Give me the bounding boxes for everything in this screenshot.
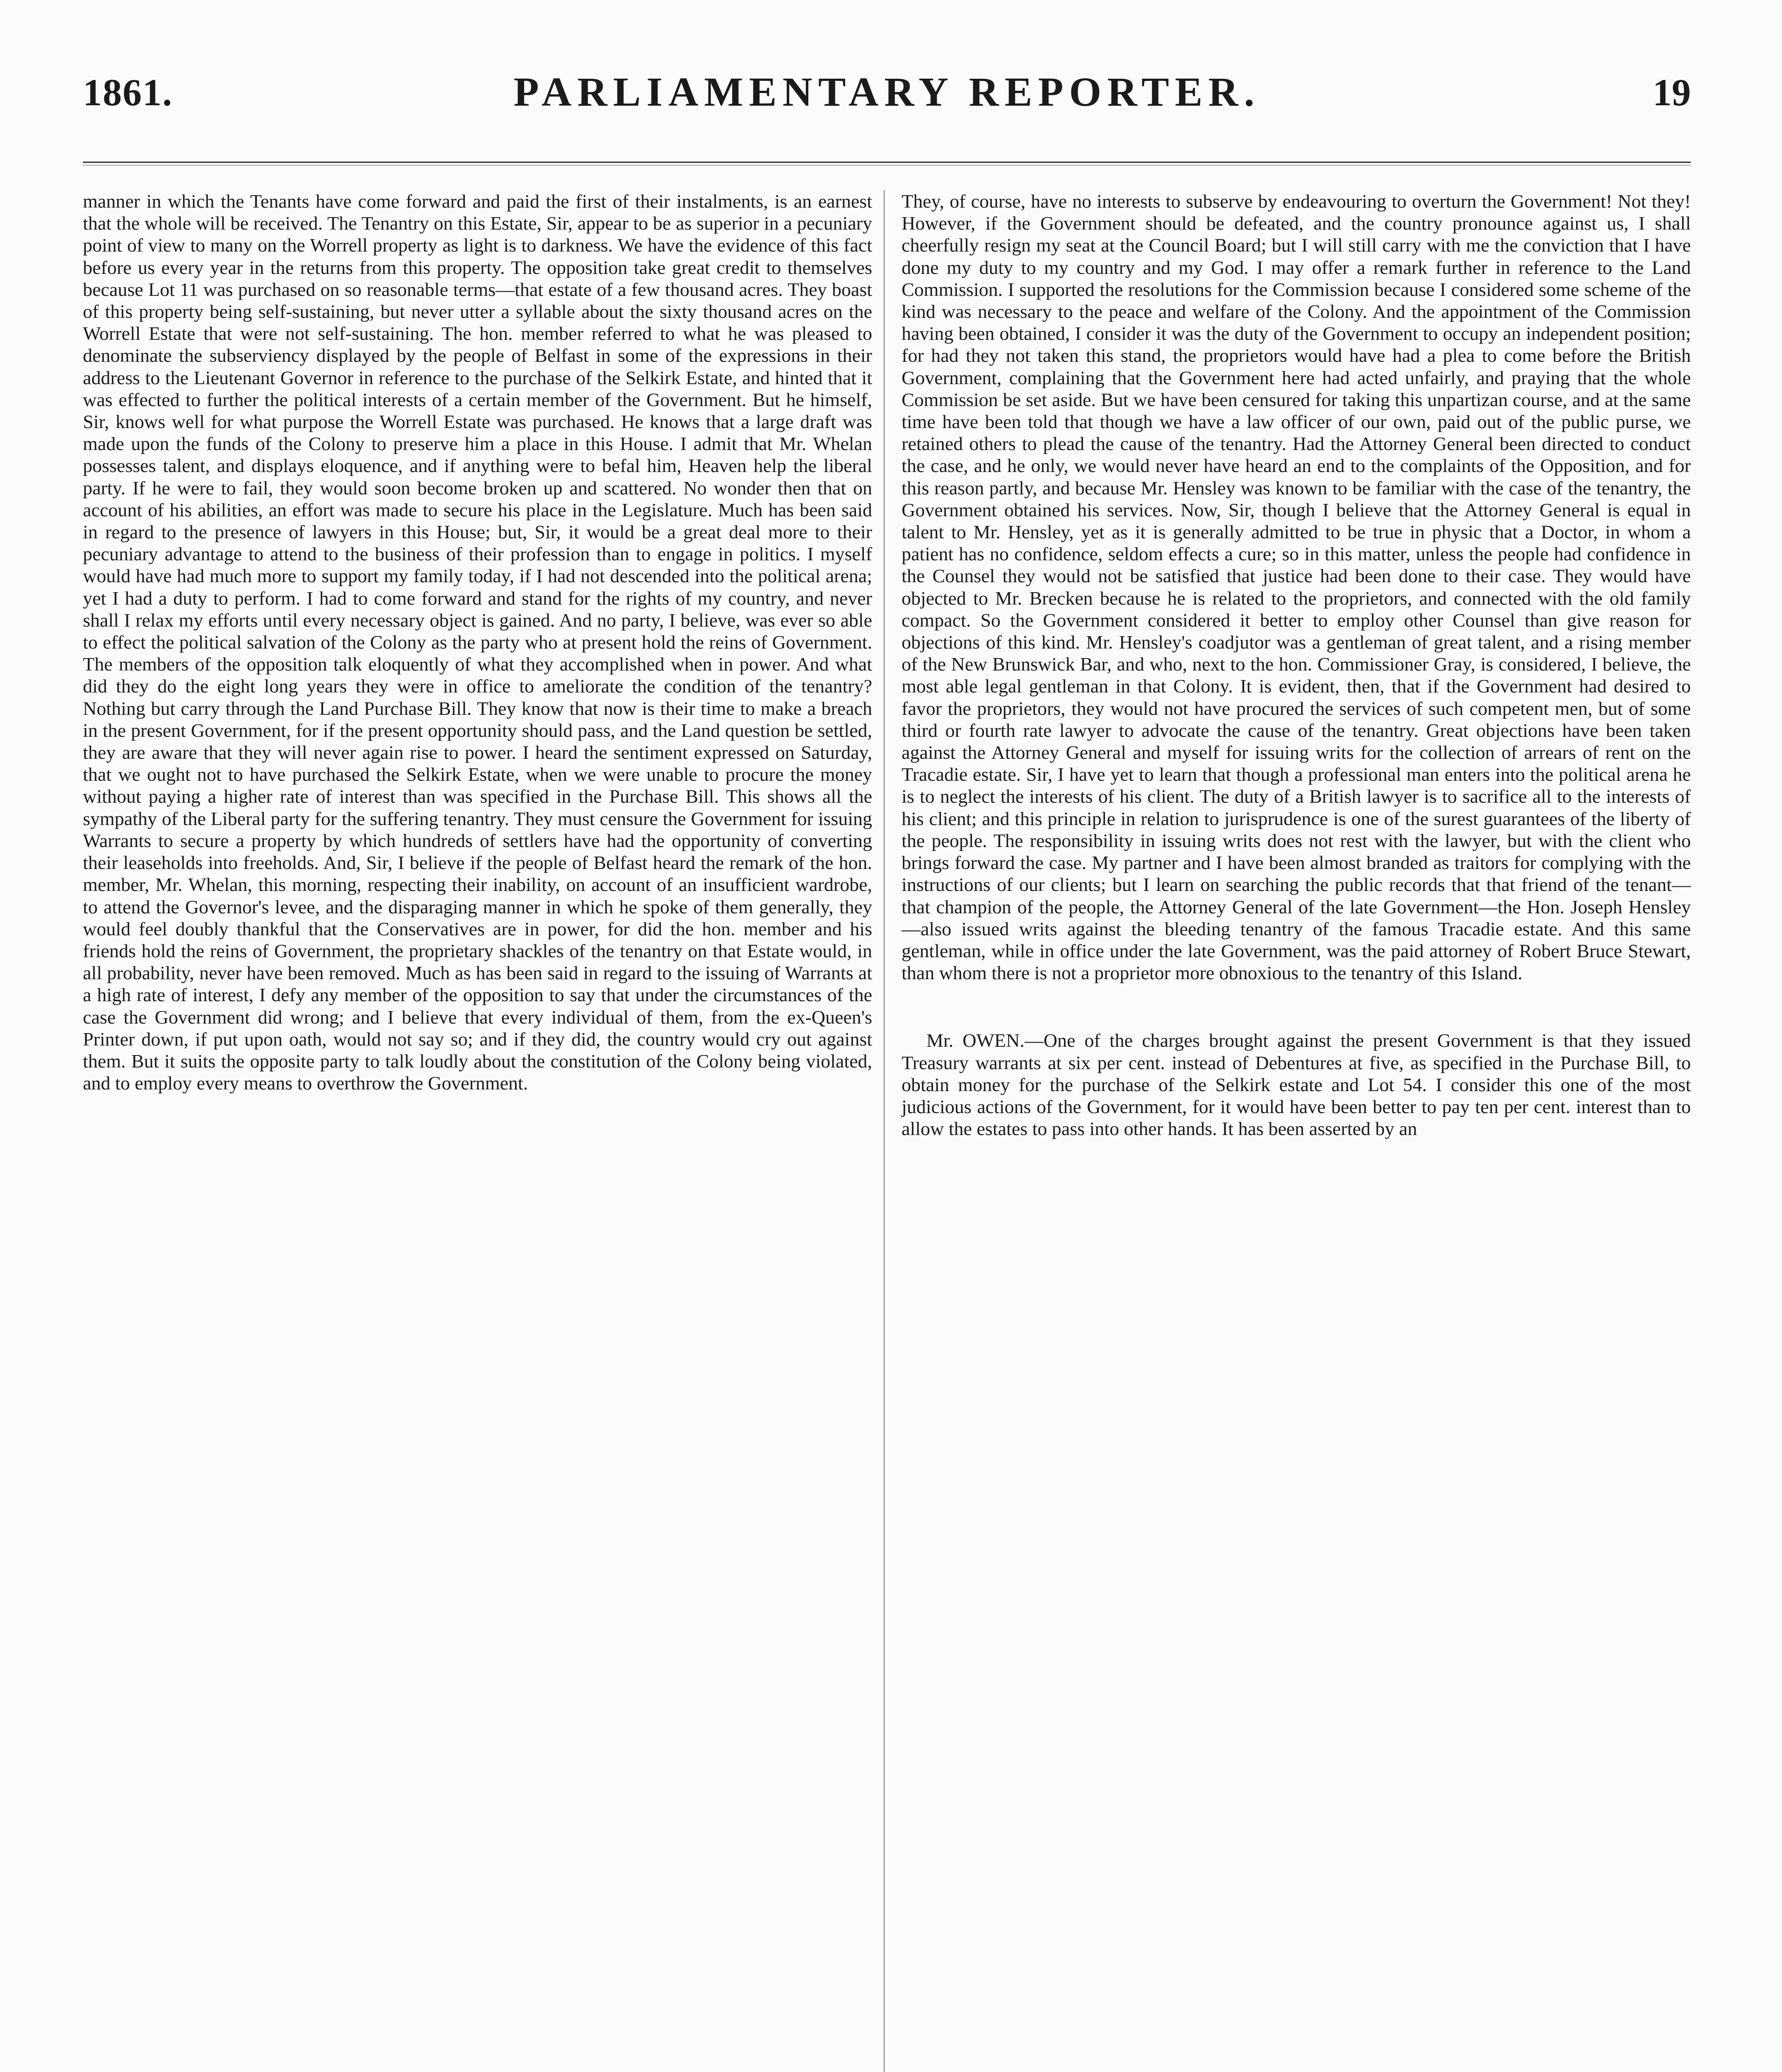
header-year: 1861. xyxy=(83,71,173,114)
right-paragraph-2: Mr. OWEN.—One of the charges brought against the present Government is that they issued Treasury warrants at six per cent. instead of Debentures at five, as specified in the Purchase Bill, to obtain money for the purchase of the Selkirk estate and Lot 54. I consider this one of the most judicious actions of the Government, for it would have been better to pay ten per cent. interest than to allow the estates to pass into other hands. It has been asserted by an xyxy=(902,1030,1691,1140)
paragraph-gap xyxy=(902,984,1691,1029)
text-columns xyxy=(83,190,1691,1140)
header-rule xyxy=(83,162,1691,165)
right-column xyxy=(902,190,1691,1140)
right-paragraph-1: They, of course, have no interests to subserve by endeavouring to overturn the Government! Not they! However, if the Government should be defeated, and the country pronounce against us, I shall cheerfully resign my seat at the Council Board; but I will still carry with me the conviction that I have done my duty to my country and my God. I may offer a remark further in reference to the Land Commission. I supported the resolutions for the Commission because I considered some scheme of the kind was necessary to the peace and welfare of the Colony. And the appointment of the Commission having been obtained, I consider it was the duty of the Government to occupy an independent position; for had they not taken this stand, the proprietors would have had a plea to come before the British Government, complaining that the Government here had acted unfairly, and praying that the whole Commission be set aside. But we have been censured for taking this unpartizan course, and at the same time have been told that though we have a law officer of our own, paid out of the public purse, we retained others to plead the cause of the tenantry. Had the Attorney General been directed to conduct the case, and he only, we would never have heard an end to the complaints of the Opposition, and for this reason partly, and because Mr. Hensley was known to be familiar with the case of the tenantry, the Government obtained his services. Now, Sir, though I believe that the Attorney General is equal in talent to Mr. Hensley, yet as it is generally admitted to be true in physic that a Doctor, in whom a patient has no confidence, seldom effects a cure; so in this matter, unless the people had confidence in the Counsel they would not be satisfied that justice had been done to their case. They would have objected to Mr. Brecken because he is related to the proprietors, and connected with the old family compact. So the Government considered it better to employ other Counsel than give reason for objections of this kind. Mr. Hensley's coadjutor was a gentleman of great talent, and a rising member of the New Brunswick Bar, and who, next to the hon. Commissioner Gray, is considered, I believe, the most able legal gentleman in that Colony. It is evident, then, that if the Government had desired to favor the proprietors, they would not have procured the services of such competent men, but of some third or fourth rate lawyer to advocate the cause of the tenantry. Great objections have been taken against the Attorney General and myself for issuing writs for the collection of arrears of rent on the Tracadie estate. Sir, I have yet to learn that though a professional man enters into the political arena he is to neglect the interests of his client. The duty of a British lawyer is to sacrifice all to the interests of his client; and this principle in relation to jurisprudence is one of the surest guarantees of the liberty of the people. The responsibility in issuing writs does not rest with the lawyer, but with the client who brings forward the case. My partner and I have been almost branded as traitors for complying with the instructions of our clients; but I learn on searching the public records that that friend of the tenant—that champion of the people, the Attorney General of the late Government—the Hon. Joseph Hensley—also issued writs against the bleeding tenantry of the famous Tracadie estate. And this same gentleman, while in office under the late Government, was the paid attorney of Robert Bruce Stewart, than whom there is not a proprietor more obnoxious to the tenantry of this Island. xyxy=(902,191,1691,984)
column-divider xyxy=(884,190,885,2072)
left-column xyxy=(83,190,872,1140)
page-number: 19 xyxy=(1653,71,1691,114)
publication-title: PARLIAMENTARY REPORTER. xyxy=(513,69,1260,115)
left-paragraph-1: manner in which the Tenants have come forward and paid the first of their instalments, is an earnest that the whole will be received. The Tenantry on this Estate, Sir, appear to be as superior in a pecuniary point of view to many on the Worrell property as light is to darkness. We have the evidence of this fact before us every year in the returns from this property. The opposition take great credit to themselves because Lot 11 was purchased on so reasonable terms—that estate of a few thousand acres. They boast of this property being self-sustaining, but never utter a syllable about the sixty thousand acres on the Worrell Estate that were not self-sustaining. The hon. member referred to what he was pleased to denominate the subserviency displayed by the people of Belfast in some of the expressions in their address to the Lieutenant Governor in reference to the purchase of the Selkirk Estate, and hinted that it was effected to further the political interests of a certain member of the Government. But he himself, Sir, knows well for what purpose the Worrell Estate was purchased. He knows that a large draft was made upon the funds of the Colony to preserve him a place in this House. I admit that Mr. Whelan possesses talent, and displays eloquence, and if anything were to befal him, Heaven help the liberal party. If he were to fail, they would soon become broken up and scattered. No wonder then that on account of his abilities, an effort was made to secure his place in the Legislature. Much has been said in regard to the presence of lawyers in this House; but, Sir, it would be a great deal more to their pecuniary advantage to attend to the business of their profession than to engage in politics. I myself would have had much more to support my family today, if I had not descended into the political arena; yet I had a duty to perform. I had to come forward and stand for the rights of my country, and never shall I relax my efforts until every necessary object is gained. And no party, I believe, was ever so able to effect the political salvation of the Colony as the party who at present hold the reins of Government. The members of the opposition talk eloquently of what they accomplished when in power. And what did they do the eight long years they were in office to ameliorate the condition of the tenantry? Nothing but carry through the Land Purchase Bill. They know that now is their time to make a breach in the present Government, for if the present opportunity should pass, and the Land question be settled, they are aware that they will never again rise to power. I heard the sentiment expressed on Saturday, that we ought not to have purchased the Selkirk Estate, when we were unable to procure the money without paying a higher rate of interest than was specified in the Purchase Bill. This shows all the sympathy of the Liberal party for the suffering tenantry. They must censure the Government for issuing Warrants to secure a property by which hundreds of settlers have had the opportunity of converting their leaseholds into freeholds. And, Sir, I believe if the people of Belfast heard the remark of the hon. member, Mr. Whelan, this morning, respecting their inability, on account of an insufficient wardrobe, to attend the Governor's levee, and the disparaging manner in which he spoke of them generally, they would feel doubly thankful that the Conservatives are in power, for did the hon. member and his friends hold the reins of Government, the proprietary shackles of the tenantry on that Estate would, in all probability, never have been removed. Much as has been said in regard to the issuing of Warrants at a high rate of interest, I defy any member of the opposition to say that under the circumstances of the case the Government did wrong; and I believe that every individual of them, from the ex-Queen's Printer down, if put upon oath, would not say so; and if they did, the country would cry out against them. But it suits the opposite party to talk loudly about the constitution of the Colony being violated, and to employ every means to overthrow the Government. xyxy=(83,191,872,1094)
page-header xyxy=(83,62,1691,133)
